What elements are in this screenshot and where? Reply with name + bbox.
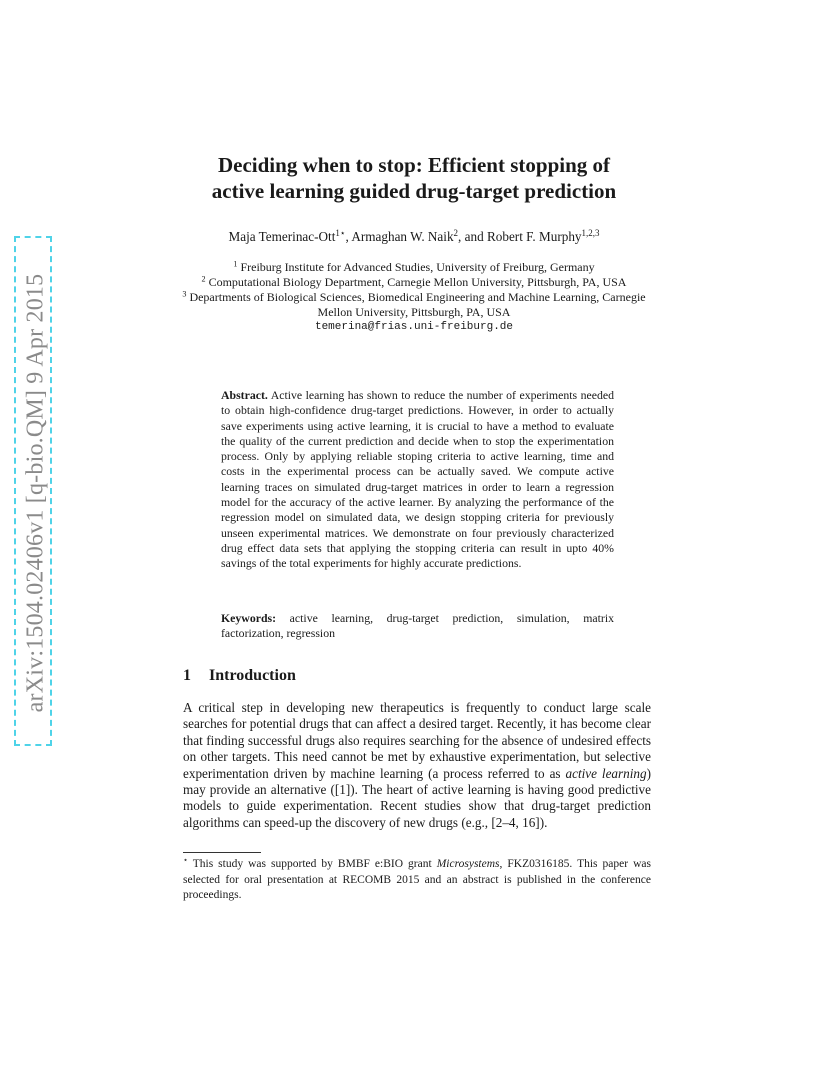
paper-title (150, 152, 678, 204)
footnote-mark: ⋆ (183, 855, 188, 865)
affiliation-2-text: Computational Biology Department, Carnegie Mellon University, Pittsburgh, PA, USA (208, 275, 627, 289)
intro-text-part-2: ) may provide an alternative ([1]). The heart of active learning is having good predictive models to guide experimentation. Recent studies show that drug-target prediction algorithms can speed-up the discovery of new drugs (e.g., [2–4, 16]). (183, 765, 652, 830)
affiliation-1-number: 1 (233, 259, 238, 269)
author-2: Armaghan W. Naik (351, 229, 454, 244)
intro-text-part-1: A critical step in developing new therapeutics is frequently to conduct large scale searches for potential drugs that can affect a desired target. Recently, it has become clear that finding successful drugs also requires searching for the absence of undesired effects on other targets. This need cannot be met by exhaustive experimentation, but selective experimentation driven by machine learning (a process referred to as (183, 700, 651, 781)
affiliation-3-number: 3 (182, 289, 187, 299)
affiliation-2-number: 2 (201, 274, 206, 284)
author-2-affiliation-mark: 2 (453, 228, 459, 239)
affiliation-3-text: Departments of Biological Sciences, Biomedical Engineering and Machine Learning, Carnegie Mellon University, Pittsburgh, PA, USA (189, 290, 646, 319)
author-1: Maja Temerinac-Ott (228, 229, 336, 244)
abstract-text: Active learning has shown to reduce the number of experiments needed to obtain high-confidence drug-target predictions. However, in order to actually save experiments using active learning, it is crucial to have a method to evaluate the quality of the current prediction and decide when to stop the experimentation process. Only by applying reliable stoping criteria to active learning, time and costs in the experimental process can be actually saved. We compute active learning traces on simulated drug-target matrices in order to learn a regression model for the accuracy of the active learner. By analyzing the performance of the regression model on simulated data, we design stopping criteria for previously unseen experimental matrices. We demonstrate on four previously characterized drug effect data sets that applying the stopping criteria can result in upto 40% savings of the total experiments for highly accurate predictions. (221, 388, 614, 571)
footnote-rule (183, 852, 261, 853)
arxiv-identifier: arXiv:1504.02406v1 [q-bio.QM] 9 Apr 2015 (22, 273, 49, 713)
abstract (221, 388, 614, 572)
author-3-affiliation-mark: 1,2,3 (581, 228, 600, 239)
footnote-text-part-1: This study was supported by BMBF e:BIO grant (192, 858, 437, 870)
footnote-emphasis: Microsystems (436, 858, 500, 870)
author-3: Robert F. Murphy (486, 229, 582, 244)
footnote (183, 857, 651, 904)
section-heading-introduction (183, 667, 296, 685)
affiliation-1-text: Freiburg Institute for Advanced Studies, University of Freiburg, Germany (240, 260, 595, 274)
title-line-1: Deciding when to stop: Efficient stopping of (217, 153, 611, 177)
affiliation-2 (176, 275, 652, 290)
author-separator: , and (458, 229, 487, 244)
contact-email[interactable]: temerina@frias.uni-freiburg.de (314, 321, 514, 333)
affiliations (176, 260, 652, 335)
author-1-affiliation-mark: 1⋆ (335, 228, 346, 239)
author-separator: , (345, 229, 352, 244)
intro-emphasis: active learning (565, 765, 647, 781)
affiliation-1 (176, 260, 652, 275)
author-list (150, 229, 678, 245)
affiliation-3 (176, 290, 652, 320)
keywords-text: active learning, drug-target prediction, simulation, matrix factorization, regression (221, 611, 615, 641)
title-line-2: active learning guided drug-target prediction (211, 179, 617, 203)
introduction-paragraph (183, 700, 651, 831)
section-number: 1 (183, 667, 191, 684)
footnote-text-part-2: , FKZ0316185. This paper was selected for oral presentation at RECOMB 2015 and an abstract is published in the conference proceedings. (183, 858, 651, 901)
section-title: Introduction (209, 667, 296, 684)
keywords-label: Keywords: (221, 611, 277, 625)
abstract-label: Abstract. (221, 388, 268, 402)
keywords (221, 611, 614, 642)
